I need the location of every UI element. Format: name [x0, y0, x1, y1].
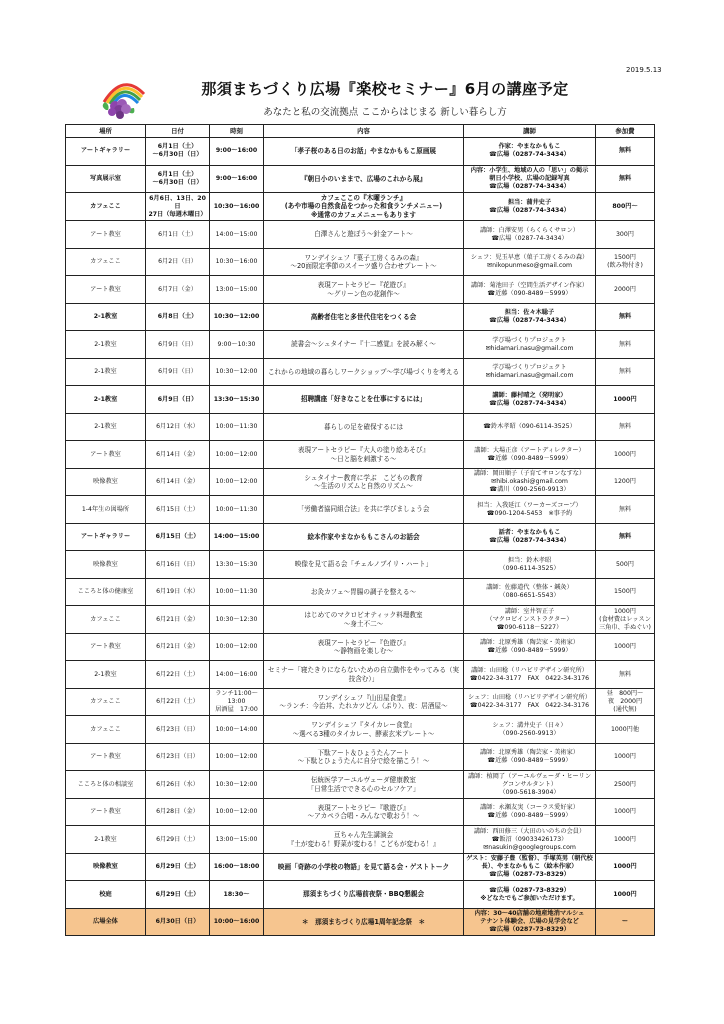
- cell-lecturer: 内容：30～40店舗の地産地消マルシェ テナント体験会、広場の見学会など ☎広場（0287-73-8329）: [464, 908, 596, 935]
- table-row: [66, 276, 655, 304]
- cell-date: 6月16日（日）: [146, 551, 210, 579]
- table-row: [66, 248, 655, 276]
- cell-lecturer: 内容：小学生、地域の人の「思い」の掲示 朝日小学校、広場の記録写真 ☎広場（0287-74-3434）: [464, 165, 596, 193]
- cell-venue: 2-1教室: [66, 331, 146, 359]
- cell-fee: 1000円: [596, 633, 655, 661]
- cell-venue: カフェここ: [66, 688, 146, 716]
- cell-content: 表現アートセラピー『歌遊び』 ～アカペラ合唱・みんなで歌おう！～: [264, 798, 464, 826]
- cell-venue: アート教室: [66, 441, 146, 469]
- table-row: [66, 743, 655, 771]
- cell-fee: 1000円 (食材費はレッスン 三角巾、手ぬぐい): [596, 606, 655, 634]
- cell-date: 6月23日（日）: [146, 743, 210, 771]
- cell-lecturer: 講師：白澤安男（らくらくサロン） ☎広場（0287-74-3434）: [464, 221, 596, 249]
- table-row: [66, 826, 655, 854]
- cell-fee: ー: [596, 908, 655, 935]
- cell-content: 那須まちづくり広場前夜祭・BBQ懇親会: [264, 881, 464, 909]
- cell-content: 『朝日小のいままで、広場のこれから展』: [264, 165, 464, 193]
- table-row: [66, 193, 655, 221]
- cell-date: 6月1日（土） ～6月30日（日）: [146, 165, 210, 193]
- cell-date: 6月28日（金）: [146, 798, 210, 826]
- cell-fee: 無料: [596, 303, 655, 331]
- cell-content: 絵本作家やまなかももこさんのお話会: [264, 523, 464, 551]
- column-header-lecturer: 講師: [464, 125, 596, 138]
- cell-time: 10:00～16:00: [210, 908, 264, 935]
- cell-content: ＊ 那須まちづくり広場1周年記念祭 ＊: [264, 908, 464, 935]
- cell-venue: 1-4年生の図場所: [66, 496, 146, 524]
- table-row: [66, 468, 655, 496]
- table-row: [66, 331, 655, 359]
- cell-time: 10:00～12:00: [210, 743, 264, 771]
- cell-date: 6月21日（金）: [146, 633, 210, 661]
- cell-fee: 1000円: [596, 441, 655, 469]
- cell-time: 14:00～15:00: [210, 221, 264, 249]
- cell-content: ワンデイシェフ『山田屋食堂』 ～ランチ：今治丼、たれカツどん（ぷり）、夜：居酒屋～: [264, 688, 464, 716]
- cell-lecturer: シェフ：山田稔（リハビリデザイン研究所） ☎0422-34-3177 FAX 0422-34-3176: [464, 688, 596, 716]
- cell-lecturer: 話者：やまなかももこ ☎広場（0287-74-3434）: [464, 523, 596, 551]
- cell-fee: 1000円: [596, 743, 655, 771]
- cell-venue: カフェここ: [66, 193, 146, 221]
- column-header-content: 内容: [264, 125, 464, 138]
- cell-date: 6月2日（日）: [146, 248, 210, 276]
- cell-fee: 無料: [596, 358, 655, 386]
- cell-date: 6月22日（土）: [146, 688, 210, 716]
- column-header-time: 時刻: [210, 125, 264, 138]
- cell-time: 14:00～15:00: [210, 523, 264, 551]
- cell-content: ワンデイシェフ『菓子工房くるみの森』 ～20面限定季節のスイーツ盛り合わせプレート～: [264, 248, 464, 276]
- cell-venue: 2-1教室: [66, 386, 146, 414]
- cell-date: 6月29日（土）: [146, 881, 210, 909]
- cell-fee: 1200円: [596, 468, 655, 496]
- cell-content: 亘ちゃん先生講演会 『土が変わる！野菜が変わる！こどもが変わる！』: [264, 826, 464, 854]
- cell-content: セミナー「寝たきりにならないための自立動作をやってみる（実技含む）」: [264, 661, 464, 689]
- cell-time: 10:00～12:00: [210, 441, 264, 469]
- cell-lecturer: 担当：佐々木聡子 ☎広場（0287-74-3434）: [464, 303, 596, 331]
- cell-fee: 1000円: [596, 798, 655, 826]
- cell-lecturer: 担当：入我延江（ワーカーズコープ） ☎090-1204-5453 ※事予約: [464, 496, 596, 524]
- cell-fee: 無料: [596, 331, 655, 359]
- cell-date: 6月7日（金）: [146, 276, 210, 304]
- cell-content: 表現アートセラピー『花遊び』 ～グリーン色の花創作～: [264, 276, 464, 304]
- table-row: [66, 523, 655, 551]
- cell-time: 13:00～15:00: [210, 276, 264, 304]
- cell-fee: 1000円他: [596, 716, 655, 744]
- cell-fee: 300円: [596, 221, 655, 249]
- cell-time: 10:00～11:30: [210, 413, 264, 441]
- cell-content: 高齢者住宅と多世代住宅をつくる会: [264, 303, 464, 331]
- cell-date: 6月29日（土）: [146, 853, 210, 881]
- cell-venue: 2-1教室: [66, 358, 146, 386]
- cell-content: 暮らしの足を確保するには: [264, 413, 464, 441]
- cell-venue: 写真展示室: [66, 165, 146, 193]
- cell-lecturer: 学び場づくりプロジェクト ✉hidamari.nasu@gmail.com: [464, 331, 596, 359]
- cell-date: 6月14日（金）: [146, 468, 210, 496]
- table-row: [66, 578, 655, 606]
- table-row: [66, 908, 655, 935]
- cell-date: 6月8日（土）: [146, 303, 210, 331]
- cell-content: はじめてのマクロビオティック料理教室 ～身土不二～: [264, 606, 464, 634]
- cell-venue: 2-1教室: [66, 661, 146, 689]
- cell-content: 表現アートセラピー『大人の塗り絵あそび』 ～日と脳を刺激する～: [264, 441, 464, 469]
- table-row: [66, 221, 655, 249]
- cell-fee: 1500円: [596, 578, 655, 606]
- cell-fee: 昼 800円～ 夜 2000円 (通代無): [596, 688, 655, 716]
- page-title: 那須まちづくり広場『楽校セミナー』6月の講座予定: [201, 80, 569, 98]
- cell-lecturer: ☎鈴木孝昭（090-6114-3525）: [464, 413, 596, 441]
- cell-content: お灸カフェ～胃腸の調子を整える～: [264, 578, 464, 606]
- table-row: [66, 358, 655, 386]
- cell-time: 10:00～12:00: [210, 468, 264, 496]
- cell-time: 10:00～14:00: [210, 716, 264, 744]
- table-row: [66, 441, 655, 469]
- cell-time: ランチ11:00～ 13:00 居酒屋 17:00: [210, 688, 264, 716]
- cell-content: 「労働者協同組合法」を共に学びましょう会: [264, 496, 464, 524]
- cell-venue: こころと体の健康室: [66, 578, 146, 606]
- table-row: [66, 881, 655, 909]
- table-row: [66, 165, 655, 193]
- table-row: [66, 771, 655, 799]
- cell-lecturer: シェフ：児玉早恵（菓子工房くるみの森） ✉nikopunmeso@gmail.com: [464, 248, 596, 276]
- cell-lecturer: 講師：佐藤道代（整体・鍼灸） （080-6651-5543）: [464, 578, 596, 606]
- cell-time: 10:30～12:00: [210, 358, 264, 386]
- cell-venue: アート教室: [66, 633, 146, 661]
- cell-lecturer: 講師：室井智正子 （マクロビインストラクター） ☎090-6118－5227）: [464, 606, 596, 634]
- cell-fee: 無料: [596, 138, 655, 166]
- cell-fee: 無料: [596, 165, 655, 193]
- table-row: [66, 716, 655, 744]
- cell-lecturer: 講師：永瀬友実（コーラス愛好家） ☎近藤（090-8489－5999）: [464, 798, 596, 826]
- cell-time: 13:30～15:30: [210, 551, 264, 579]
- cell-time: 9:00～16:00: [210, 165, 264, 193]
- cell-date: 6月19日（水）: [146, 578, 210, 606]
- cell-content: カフェここの『木曜ランチ』 (あや市場の自然食品をつかった和食ランチメニュー) ※通常のカフェメニューもあります: [264, 193, 464, 221]
- cell-date: 6月12日（水）: [146, 413, 210, 441]
- cell-lecturer: 担当：蒲井史子 ☎広場（0287-74-3434）: [464, 193, 596, 221]
- cell-date: 6月9日（日）: [146, 331, 210, 359]
- cell-venue: 広場全体: [66, 908, 146, 935]
- cell-time: 16:00～18:00: [210, 853, 264, 881]
- column-header-fee: 参加費: [596, 125, 655, 138]
- cell-lecturer: シェフ：溝井史子（日々） （090-2560-9913）: [464, 716, 596, 744]
- cell-time: 10:00～11:30: [210, 578, 264, 606]
- cell-lecturer: 講師：西田修三（大田のいのちの会員） ☎飯沼（09033426173） ✉nasukin@googlegroups.com: [464, 826, 596, 854]
- table-row: [66, 688, 655, 716]
- cell-time: 13:00～15:00: [210, 826, 264, 854]
- table-row: [66, 633, 655, 661]
- cell-fee: 無料: [596, 523, 655, 551]
- table-row: [66, 138, 655, 166]
- cell-content: これからの地域の暮らしワークショップ～学び場づくりを考える: [264, 358, 464, 386]
- cell-venue: アートギャラリー: [66, 523, 146, 551]
- cell-lecturer: 講師：山田稔（リハビリデザイン研究所） ☎0422-34-3177 FAX 0422-34-3176: [464, 661, 596, 689]
- cell-lecturer: 講師：藤村晴之（発明家） ☎広場（0287-74-3434）: [464, 386, 596, 414]
- cell-lecturer: ゲスト：安藤子豊（監督）、手塚英男（朝代校長）、やまなかももこ（絵本作家） ☎広場（0287-73-8329）: [464, 853, 596, 881]
- cell-date: 6月22日（土）: [146, 661, 210, 689]
- cell-fee: 無料: [596, 496, 655, 524]
- table-row: [66, 606, 655, 634]
- cell-fee: 無料: [596, 661, 655, 689]
- schedule-table: [65, 124, 655, 936]
- table-row: [66, 798, 655, 826]
- cell-date: 6月9日（日）: [146, 358, 210, 386]
- table-row: [66, 386, 655, 414]
- cell-venue: アート教室: [66, 221, 146, 249]
- cell-content: シュタイナー教育に学ぶ こどもの教育 ～生活のリズムと自然のリズム～: [264, 468, 464, 496]
- cell-time: 10:30～16:00: [210, 193, 264, 221]
- table-row: [66, 413, 655, 441]
- cell-content: 映画「奇跡の小学校の物語」を見て語る会・ゲストトーク: [264, 853, 464, 881]
- cell-date: 6月1日（土）: [146, 221, 210, 249]
- cell-fee: 1000円: [596, 386, 655, 414]
- cell-fee: 500円: [596, 551, 655, 579]
- cell-date: 6月21日（金）: [146, 606, 210, 634]
- cell-lecturer: 作家：やまなかももこ ☎広場（0287-74-3434）: [464, 138, 596, 166]
- cell-venue: カフェここ: [66, 248, 146, 276]
- cell-fee: 2500円: [596, 771, 655, 799]
- cell-time: 10:00～12:00: [210, 798, 264, 826]
- table-row: [66, 853, 655, 881]
- cell-content: 映像を見て語る会「チェルノブイリ・ハート」: [264, 551, 464, 579]
- cell-lecturer: 学び場づくりプロジェクト ✉hidamari.nasu@gmail.com: [464, 358, 596, 386]
- cell-venue: 映像教室: [66, 468, 146, 496]
- cell-time: 10:00～12:00: [210, 633, 264, 661]
- cell-venue: 2-1教室: [66, 413, 146, 441]
- cell-fee: 800円～: [596, 193, 655, 221]
- cell-date: 6月1日（土） ～6月30日（日）: [146, 138, 210, 166]
- cell-date: 6月9日（日）: [146, 386, 210, 414]
- cell-lecturer: 担当：鈴木孝昭 （090-6114-3525）: [464, 551, 596, 579]
- cell-content: 「孝子桜のある日のお話」やまなかももこ原画展: [264, 138, 464, 166]
- cell-venue: 2-1教室: [66, 303, 146, 331]
- cell-content: 伝統医学アーユルヴェーダ健康教室 「日常生活でできる心のセルフケア」: [264, 771, 464, 799]
- cell-time: 10:30～12:00: [210, 303, 264, 331]
- cell-venue: 校庭: [66, 881, 146, 909]
- cell-venue: アート教室: [66, 743, 146, 771]
- column-header-date: 日付: [146, 125, 210, 138]
- cell-date: 6月6日、13日、20日 27日（毎週木曜日）: [146, 193, 210, 221]
- cell-fee: 1000円: [596, 881, 655, 909]
- cell-fee: 1000円: [596, 826, 655, 854]
- cell-lecturer: ☎広場（0287-73-8329） ※どなたでもご参加いただけます。: [464, 881, 596, 909]
- cell-time: 10:30～16:00: [210, 248, 264, 276]
- cell-time: 10:00～11:30: [210, 496, 264, 524]
- cell-lecturer: 講師：植岡了（アーユルヴェーダ・ヒーリングコンサルタント） （090-5618-3904）: [464, 771, 596, 799]
- cell-fee: 無料: [596, 413, 655, 441]
- cell-venue: アート教室: [66, 798, 146, 826]
- cell-venue: アート教室: [66, 276, 146, 304]
- document-date: 2019.5.13: [626, 66, 662, 74]
- cell-lecturer: 講師：北原秀雄（陶芸家・美術家） ☎近藤（090-8489－5999）: [464, 743, 596, 771]
- cell-venue: こころと体の相談室: [66, 771, 146, 799]
- cell-date: 6月15日（土）: [146, 496, 210, 524]
- table-row: [66, 551, 655, 579]
- table-row: [66, 496, 655, 524]
- cell-venue: 映像教室: [66, 853, 146, 881]
- cell-venue: カフェここ: [66, 606, 146, 634]
- cell-content: 招聘講座「好きなことを仕事にするには」: [264, 386, 464, 414]
- cell-time: 18:30～: [210, 881, 264, 909]
- cell-content: 下駄アート＆ひょうたんアート ～下駄とひょうたんに自分で絵を描こう！～: [264, 743, 464, 771]
- cell-date: 6月29日（土）: [146, 826, 210, 854]
- column-header-venue: 場所: [66, 125, 146, 138]
- cell-fee: 1500円 (飲み物付き): [596, 248, 655, 276]
- cell-venue: アートギャラリー: [66, 138, 146, 166]
- cell-time: 9:00～10:30: [210, 331, 264, 359]
- cell-venue: 映像教室: [66, 551, 146, 579]
- cell-lecturer: 講師：北原秀雄（陶芸家・美術家） ☎近藤（090-8489－5999）: [464, 633, 596, 661]
- cell-time: 10:30～12:30: [210, 606, 264, 634]
- cell-time: 14:00～16:00: [210, 661, 264, 689]
- cell-time: 10:30～12:00: [210, 771, 264, 799]
- cell-lecturer: 講師：菊池田子（空間生活デザイン作家） ☎近藤（090-8489－5999）: [464, 276, 596, 304]
- cell-time: 9:00～16:00: [210, 138, 264, 166]
- cell-content: 読書会～シュタイナー『十二感覚』を読み解く～: [264, 331, 464, 359]
- cell-lecturer: 講師：岡田順子（子育てサロンなすな） ✉hibi.okashi@gmail.com ☎溝川（090-2560-9913）: [464, 468, 596, 496]
- cell-lecturer: 講師：大場正彦（アートディレクター） ☎近藤（090-8489－5999）: [464, 441, 596, 469]
- cell-venue: カフェここ: [66, 716, 146, 744]
- cell-content: 表現アートセラピー『色遊び』 ～静物画を楽しむ～: [264, 633, 464, 661]
- cell-fee: 2000円: [596, 276, 655, 304]
- cell-venue: 2-1教室: [66, 826, 146, 854]
- cell-date: 6月14日（金）: [146, 441, 210, 469]
- cell-time: 13:30～15:30: [210, 386, 264, 414]
- cell-content: ワンデイシェフ『タイカレー食堂』 ～選べる3種のタイカレー、酵素玄米プレート～: [264, 716, 464, 744]
- page-subtitle: あなたと私の交流拠点 ここからはじまる 新しい暮らし方: [263, 107, 507, 118]
- table-row: [66, 661, 655, 689]
- cell-date: 6月15日（土）: [146, 523, 210, 551]
- cell-date: 6月23日（日）: [146, 716, 210, 744]
- hydrangea-rainbow-logo: [98, 72, 148, 120]
- table-header-row: [66, 125, 655, 138]
- cell-date: 6月30日（日）: [146, 908, 210, 935]
- table-row: [66, 303, 655, 331]
- cell-date: 6月26日（水）: [146, 771, 210, 799]
- cell-content: 白澤さんと遊ぼう～針金アート～: [264, 221, 464, 249]
- cell-fee: 1000円: [596, 853, 655, 881]
